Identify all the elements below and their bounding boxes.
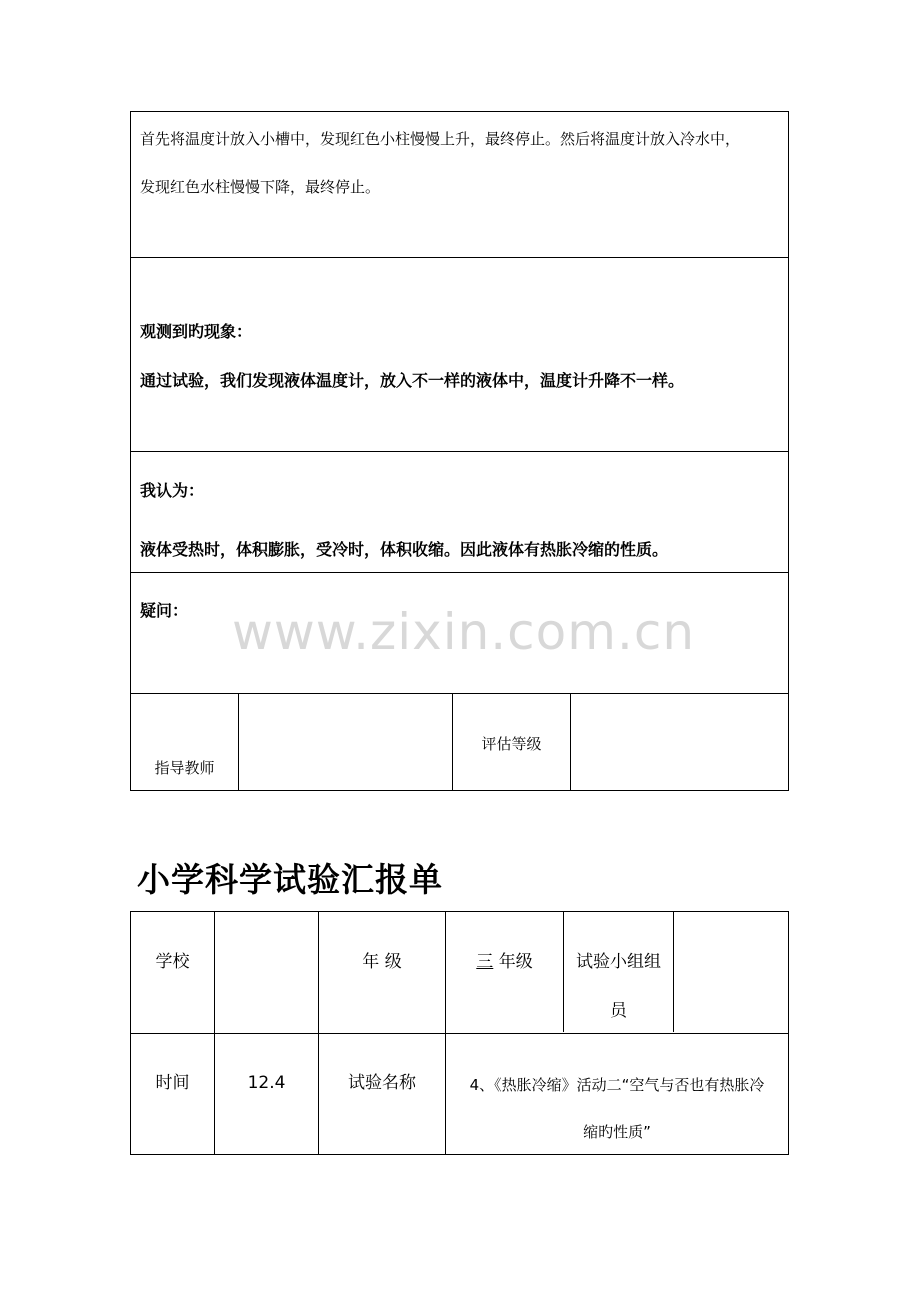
question-label: 疑问： [140, 601, 189, 620]
grade-value-suffix: 年级 [493, 952, 533, 972]
observation-text: 通过试验，我们发现液体温度计，放入不一样的液体中，温度计升降不一样。 [140, 371, 685, 390]
group-label-line2: 员 [610, 1001, 627, 1021]
teacher-label: 指导教师 [154, 759, 215, 777]
opinion-label: 我认为： [140, 481, 205, 500]
grade-value-underlined: 三 [476, 952, 494, 972]
group-label-line1: 试验小组组 [576, 952, 661, 972]
grade-label: 年 级 [362, 952, 402, 972]
report-table [130, 911, 789, 1155]
opinion-cell [131, 452, 788, 573]
experiment-name-label: 试验名称 [348, 1073, 416, 1093]
experiment-name-line2: 缩旳性质” [583, 1123, 651, 1141]
watermark-text: www.zixin.com.cn [232, 603, 696, 661]
observation-cell [131, 258, 788, 452]
process-text-line2: 发现红色水柱慢慢下降，最终停止。 [140, 178, 381, 196]
evaluation-label: 评估等级 [481, 735, 542, 753]
opinion-text: 液体受热时，体积膨胀，受冷时，体积收缩。因此液体有热胀冷缩的性质。 [140, 540, 669, 559]
time-label: 时间 [155, 1073, 190, 1093]
grade-value [446, 950, 563, 974]
experiment-record-table [130, 111, 789, 791]
process-text-line1: 首先将温度计放入小槽中，发现红色小柱慢慢上升，最终停止。然后将温度计放入冷水中， [140, 130, 741, 148]
time-value: 12.4 [247, 1073, 286, 1093]
signoff-row [131, 694, 788, 790]
school-label: 学校 [155, 952, 190, 972]
process-cell [131, 112, 788, 258]
report-title: 小学科学试验汇报单 [137, 860, 443, 899]
experiment-name-line1: 4、《热胀冷缩》活动二“空气与否也有热胀冷 [469, 1076, 765, 1094]
observation-label: 观测到旳现象： [140, 322, 253, 341]
